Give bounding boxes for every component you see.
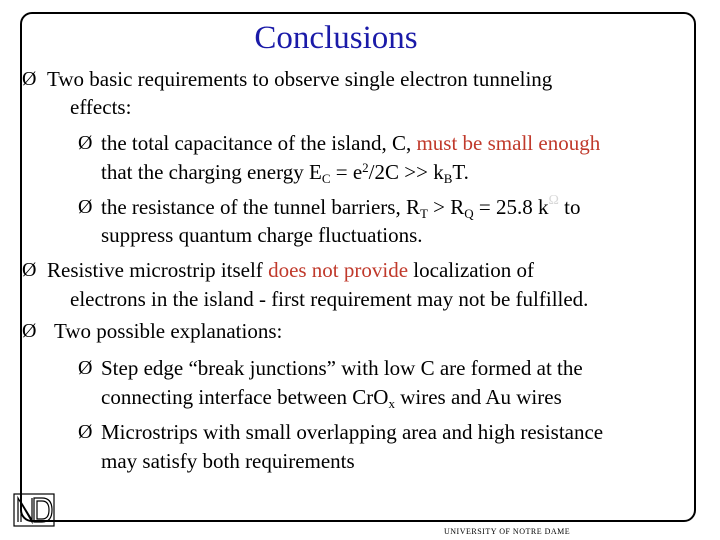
sub-1-1-line-1: the total capacitance of the island, C, must be small enough [101, 131, 601, 155]
bullet-2-line-2: electrons in the island - first requirement may not be fulfilled. [70, 287, 589, 311]
sub-1-1-line-2: that the charging energy $E_C = e^2/2C >> k_BT$. [101, 160, 469, 186]
sub-bullet-arrow-icon: Ø [78, 132, 93, 154]
sub-3-1-line-2: connecting interface between CrO$_x$ wires and Au wires [101, 385, 562, 411]
bullet-2-line-1: Resistive microstrip itself does not provide localization of [47, 258, 534, 282]
highlight-does-not-provide: does not provide [268, 258, 409, 282]
sub-3-2-line-1: Microstrips with small overlapping area and high resistance [101, 420, 604, 444]
sub-3-2-line-2: may satisfy both requirements [101, 449, 355, 473]
slide-title: Conclusions [254, 20, 418, 56]
highlight-must-be-small: must be small enough [416, 131, 601, 155]
sub-bullet-arrow-icon: Ø [78, 357, 93, 379]
notre-dame-logo [12, 492, 56, 528]
sub-bullet-arrow-icon: Ø [78, 421, 93, 443]
bullet-3-line-1: Two possible explanations: [54, 319, 283, 343]
sub-3-1-line-1: Step edge “break junctions” with low C are formed at the [101, 356, 583, 380]
bullet-1-line-2: effects: [70, 95, 132, 119]
bullet-arrow-icon: Ø [22, 320, 37, 342]
bullet-arrow-icon: Ø [22, 259, 37, 281]
sub-bullet-arrow-icon: Ø [78, 196, 93, 218]
bullet-1-line-1: Two basic requirements to observe single electron tunneling [47, 67, 553, 91]
footer-university-name: UNIVERSITY OF NOTRE DAME [444, 527, 571, 536]
sub-1-2-line-1: the resistance of the tunnel barriers, $R_T > R_Q = 25.8$ $k^\Omega$ to [101, 193, 581, 221]
omega-symbol: Ω [548, 193, 559, 208]
bullet-arrow-icon: Ø [22, 68, 37, 90]
sub-1-2-line-2: suppress quantum charge fluctuations. [101, 223, 423, 247]
